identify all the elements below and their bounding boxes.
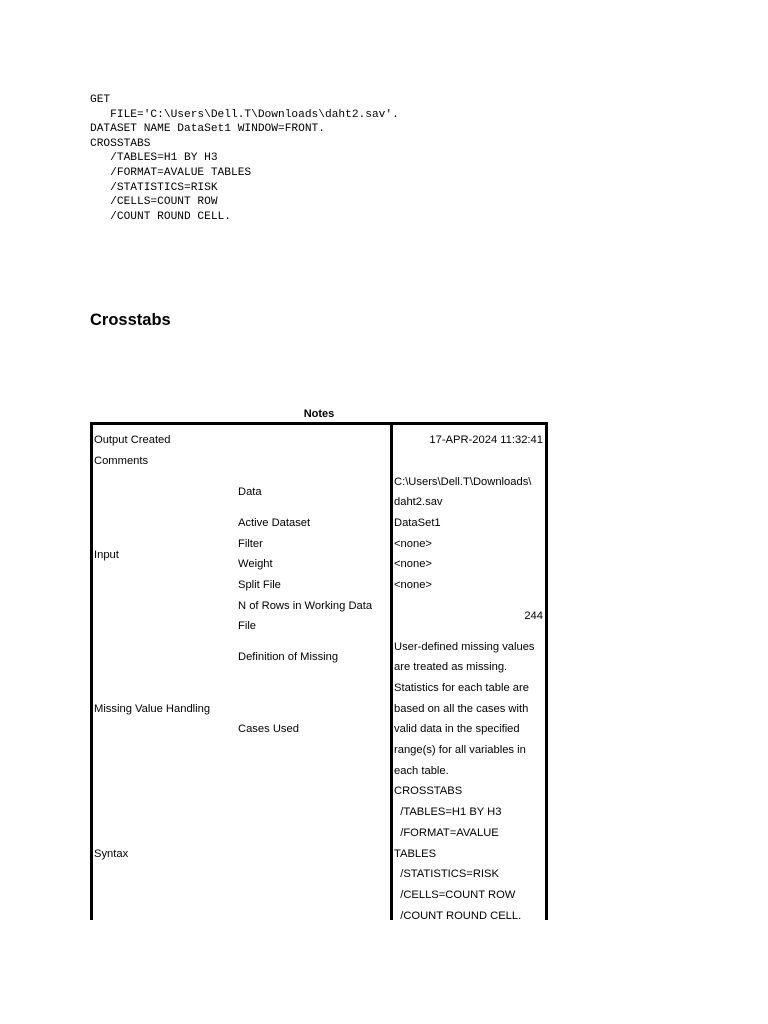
syntax-text: /STATISTICS=RISK [394,868,499,880]
notes-table-title: Notes [303,408,335,420]
syntax-line: /STATISTICS=RISK [90,181,218,194]
syntax-line: /CELLS=COUNT ROW [90,196,218,209]
crosstabs-heading: Crosstabs [90,311,171,329]
definition-of-missing-text: are treated as missing. [394,661,508,673]
cases-used-text: Statistics for each table are [394,682,529,694]
cases-used-text: each table. [394,765,449,777]
syntax-line: DATASET NAME DataSet1 WINDOW=FRONT. [90,123,325,136]
syntax-text: /CELLS=COUNT ROW [394,889,516,901]
split-file-label: Split File [238,579,281,591]
cases-used-text: valid data in the specified [394,723,520,735]
input-label: Input [94,549,119,561]
missing-value-handling-label: Missing Value Handling [94,703,211,715]
cases-used-text: based on all the cases with [394,703,529,715]
definition-of-missing-label: Definition of Missing [238,651,339,663]
filter-label: Filter [238,538,263,550]
cases-used-label: Cases Used [238,723,299,735]
split-file-value: <none> [394,579,432,591]
syntax-text: TABLES [394,848,437,860]
syntax-label: Syntax [94,848,129,860]
active-dataset-label: Active Dataset [238,517,311,529]
data-value-file: daht2.sav [394,496,443,508]
data-value-path: C:\Users\Dell.T\Downloads\ [394,476,532,488]
n-rows-label: N of Rows in Working Data [238,600,373,612]
syntax-code-block [90,93,399,224]
column-divider [390,425,393,920]
notes-table [90,422,548,920]
weight-value: <none> [394,558,432,570]
syntax-line: FILE='C:\Users\Dell.T\Downloads\daht2.sav'. [90,108,399,121]
n-rows-label-cont: File [238,620,257,632]
definition-of-missing-text: User-defined missing values [394,641,535,653]
syntax-text: /COUNT ROUND CELL. [394,910,522,922]
syntax-text: /TABLES=H1 BY H3 [394,806,502,818]
syntax-line: /COUNT ROUND CELL. [90,210,231,223]
filter-value: <none> [394,538,432,550]
syntax-text: /FORMAT=AVALUE [394,827,499,839]
comments-label: Comments [94,455,149,467]
weight-label: Weight [238,558,273,570]
n-rows-value: 244 [524,610,543,622]
output-created-value: 17-APR-2024 11:32:41 [429,434,543,446]
syntax-line: CROSSTABS [90,137,151,150]
syntax-line: GET [90,94,111,106]
syntax-line: /TABLES=H1 BY H3 [90,152,218,165]
syntax-text: CROSSTABS [394,785,463,797]
data-label: Data [238,486,262,498]
syntax-line: /FORMAT=AVALUE TABLES [90,166,252,179]
output-created-label: Output Created [94,434,171,446]
active-dataset-value: DataSet1 [394,517,441,529]
cases-used-text: range(s) for all variables in [394,744,526,756]
